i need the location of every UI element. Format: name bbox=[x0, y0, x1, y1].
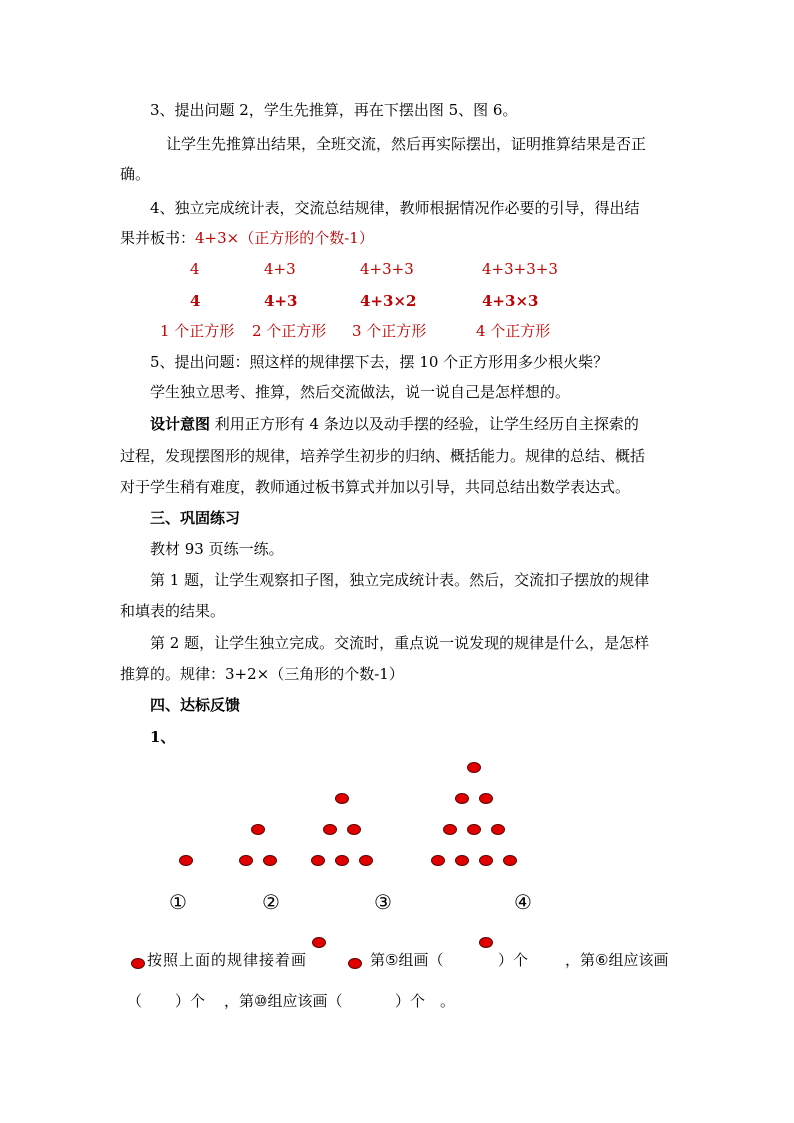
table-cell: 4 bbox=[190, 292, 201, 310]
dot bbox=[467, 762, 481, 773]
paragraph-step4-cont bbox=[120, 228, 374, 248]
paragraph-step3-detail-cont: 确。 bbox=[120, 165, 151, 183]
table-cell: 1 个正方形 bbox=[160, 322, 235, 340]
dot bbox=[312, 937, 326, 948]
question-text: ）个 bbox=[498, 951, 529, 969]
design-intent-cont: 过程，发现摆图形的规律，培养学生初步的归纳、概括能力。规律的总结、概括 bbox=[120, 447, 646, 465]
dot bbox=[479, 937, 493, 948]
figure-label: ④ bbox=[514, 890, 532, 914]
dot bbox=[348, 958, 362, 969]
paragraph-q1-cont: 和填表的结果。 bbox=[120, 602, 226, 620]
paragraph-q2-cont: 推算的。规律：3+2×（三角形的个数-1） bbox=[120, 665, 404, 683]
dot bbox=[455, 855, 469, 866]
dot bbox=[311, 855, 325, 866]
paragraph-step3-detail: 让学生先推算出结果，全班交流，然后再实际摆出，证明推算结果是否正 bbox=[166, 135, 647, 153]
table-cell: 4+3×2 bbox=[360, 292, 417, 310]
table-cell: 4+3+3 bbox=[360, 260, 414, 278]
design-intent bbox=[150, 414, 639, 434]
table-cell: 4+3 bbox=[264, 292, 298, 310]
design-intent-cont: 对于学生稍有难度，教师通过板书算式并加以引导，共同总结出数学表达式。 bbox=[120, 478, 631, 496]
board-prefix: 果并板书： bbox=[120, 229, 196, 247]
question-text: 。 bbox=[440, 992, 456, 1010]
dot bbox=[467, 824, 481, 835]
dot bbox=[359, 855, 373, 866]
board-formula: 4+3×（正方形的个数-1） bbox=[195, 229, 374, 247]
question-text: 第⑤组画（ bbox=[370, 951, 444, 969]
figure-label: ② bbox=[262, 890, 280, 914]
paragraph-q2: 第 2 题，让学生独立完成。交流时，重点说一说发现的规律是什么，是怎样 bbox=[150, 634, 650, 652]
dot bbox=[335, 855, 349, 866]
table-cell: 4+3+3+3 bbox=[482, 260, 558, 278]
paragraph-step5-detail: 学生独立思考、推算，然后交流做法，说一说自己是怎样想的。 bbox=[150, 383, 571, 401]
paragraph-q1: 第 1 题，让学生观察扣子图，独立完成统计表。然后，交流扣子摆放的规律 bbox=[150, 571, 650, 589]
design-intent-label: 设计意图 bbox=[150, 415, 211, 433]
paragraph-step4: 4、独立完成统计表，交流总结规律，教师根据情况作必要的引导，得出结 bbox=[150, 199, 640, 217]
figure-label: ③ bbox=[374, 890, 392, 914]
question-text: ）个 bbox=[175, 992, 206, 1010]
section-heading-feedback: 四、达标反馈 bbox=[150, 696, 241, 714]
dot bbox=[179, 855, 193, 866]
table-cell: 4 个正方形 bbox=[476, 322, 551, 340]
question-text: 按照上面的规律接着画 bbox=[147, 951, 308, 969]
dot bbox=[347, 824, 361, 835]
paragraph-textbook: 教材 93 页练一练。 bbox=[150, 540, 284, 558]
table-cell: 4+3×3 bbox=[482, 292, 539, 310]
table-cell: 3 个正方形 bbox=[352, 322, 427, 340]
table-cell: 4 bbox=[190, 260, 200, 278]
table-cell: 4+3 bbox=[264, 260, 296, 278]
table-cell: 2 个正方形 bbox=[252, 322, 327, 340]
question-text: ）个 bbox=[395, 992, 426, 1010]
question-text: （ bbox=[127, 992, 143, 1010]
question-text: ，第⑥组应该画 bbox=[565, 951, 669, 969]
dot bbox=[443, 824, 457, 835]
paragraph-step3: 3、提出问题 2，学生先推算，再在下摆出图 5、图 6。 bbox=[150, 101, 518, 119]
question-text: ，第⑩组应该画（ bbox=[224, 992, 343, 1010]
question-number: 1、 bbox=[150, 728, 176, 746]
dot bbox=[323, 824, 337, 835]
dot bbox=[455, 793, 469, 804]
dot bbox=[335, 793, 349, 804]
dot bbox=[131, 958, 145, 969]
figure-label: ① bbox=[169, 890, 187, 914]
section-heading-practice: 三、巩固练习 bbox=[150, 509, 241, 527]
dot bbox=[503, 855, 517, 866]
dot bbox=[239, 855, 253, 866]
dot bbox=[479, 793, 493, 804]
dot bbox=[431, 855, 445, 866]
dot bbox=[479, 855, 493, 866]
paragraph-step5: 5、提出问题：照这样的规律摆下去，摆 10 个正方形用多少根火柴？ bbox=[150, 353, 609, 371]
design-intent-text: 利用正方形有 4 条边以及动手摆的经验，让学生经历自主探索的 bbox=[210, 415, 639, 433]
dot bbox=[263, 855, 277, 866]
dot bbox=[491, 824, 505, 835]
dot bbox=[251, 824, 265, 835]
